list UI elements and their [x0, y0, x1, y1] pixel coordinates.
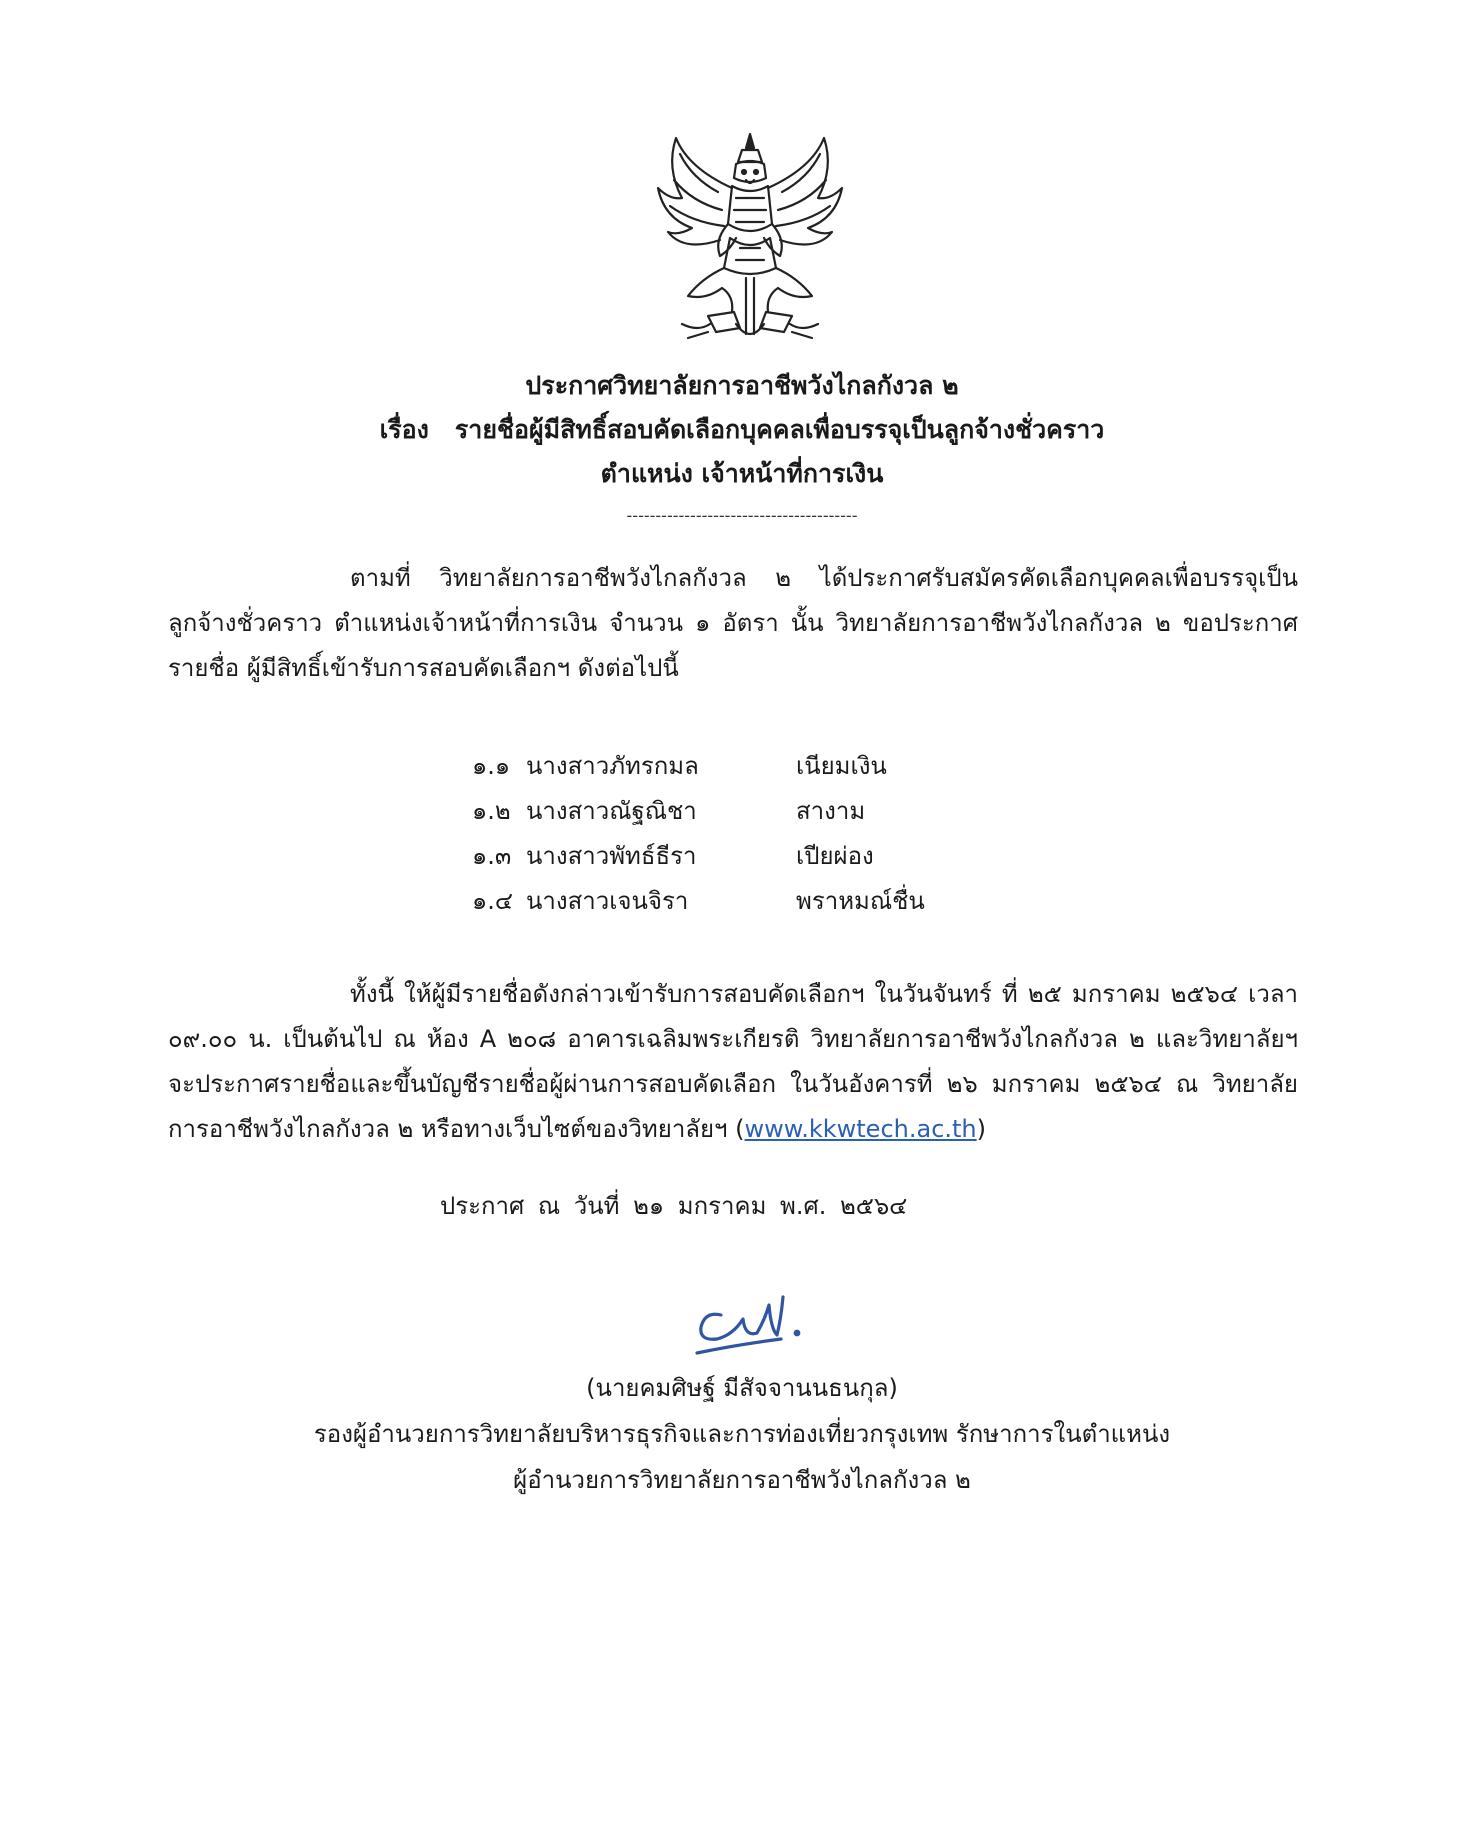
candidate-first-name: นางสาวพัทธ์ธีรา: [526, 842, 697, 870]
candidate-last-name: สางาม: [796, 797, 866, 825]
candidate-last-name: เปียผ่อง: [796, 842, 874, 870]
college-website-link[interactable]: www.kkwtech.ac.th: [744, 1115, 977, 1143]
details-close: ): [976, 1115, 987, 1143]
subject-label: เรื่อง: [379, 415, 429, 444]
signatory-title-line1: รองผู้อำนวยการวิทยาลัยบริหารธุรกิจและการท่องเที่ยวกรุงเทพ รักษาการในตำแหน่ง: [313, 1420, 1171, 1448]
candidate-first-name: นางสาวณัฐณิชา: [526, 797, 697, 825]
announcement-position: ตำแหน่ง เจ้าหน้าที่การเงิน: [600, 459, 884, 488]
candidate-number: ๑.๓: [472, 842, 512, 870]
announcement-title: ประกาศวิทยาลัยการอาชีพวังไกลกังวล ๒: [525, 371, 959, 400]
candidate-row: [472, 879, 956, 924]
intro-text: ตามที่ วิทยาลัยการอาชีพวังไกลกังวล ๒ ได้ประกาศรับสมัครคัดเลือกบุคคลเพื่อบรรจุเป็น ลูกจ้างชั่วคราว ตำแหน่งเจ้าหน้าที่การเงิน จำนวน ๑ อัตรา นั้น วิทยาลัยการอาชีพวังไกลกังวล ๒ ขอประกาศ รายชื่อ ผู้มีสิทธิ์เข้ารับการสอบคัดเลือกฯ ดังต่อไปนี้: [168, 564, 1298, 682]
candidate-last-name: เนียมเงิน: [796, 752, 887, 780]
candidate-number: ๑.๑: [472, 752, 511, 780]
signature-mark: [685, 1275, 815, 1365]
candidate-first-name: นางสาวภัทรกมล: [526, 752, 699, 780]
candidate-row: [472, 744, 956, 789]
candidate-number: ๑.๔: [472, 887, 514, 915]
details-paragraph: [168, 972, 1298, 1152]
candidate-number: ๑.๒: [472, 797, 511, 825]
candidate-list: [472, 744, 956, 924]
candidate-last-name: พราหมณ์ชื่น: [796, 887, 925, 915]
details-text: ทั้งนี้ ให้ผู้มีรายชื่อดังกล่าวเข้ารับการสอบคัดเลือกฯ ในวันจันทร์ ที่ ๒๕ มกราคม ๒๕๖๔ เวลา ๐๙.๐๐ น. เป็นต้นไป ณ ห้อง A ๒๐๘ อาคารเฉลิมพระเกียรติ วิทยาลัยการอาชีพวังไกลกังวล ๒ และวิทยาลัยฯ จะประกาศรายชื่อและขึ้นบัญชีรายชื่อผู้ผ่านการสอบคัดเลือก ในวันอังคารที่ ๒๖ มกราคม ๒๕๖๔ ณ วิทยาลัยการอาชีพวังไกลกังวล ๒ หรือทางเว็บไซต์ของวิทยาลัยฯ (: [168, 980, 1298, 1143]
intro-paragraph: [168, 556, 1298, 691]
garuda-emblem-icon: [648, 128, 853, 350]
announcement-date: ประกาศ ณ วันที่ ๒๑ มกราคม พ.ศ. ๒๕๖๔: [440, 1192, 908, 1220]
subject-text: รายชื่อผู้มีสิทธิ์สอบคัดเลือกบุคคลเพื่อบรรจุเป็นลูกจ้างชั่วคราว: [454, 415, 1105, 444]
signatory-name: (นายคมศิษฐ์ มีสัจจานนธนกุล): [586, 1374, 898, 1402]
candidate-row: [472, 789, 956, 834]
announcement-subject: [0, 410, 1484, 450]
candidate-row: [472, 834, 956, 879]
signatory-title-line2: ผู้อำนวยการวิทยาลัยการอาชีพวังไกลกังวล ๒: [513, 1466, 971, 1494]
heading-divider: ----------------------------------------: [626, 506, 858, 525]
candidate-first-name: นางสาวเจนจิรา: [526, 887, 689, 915]
